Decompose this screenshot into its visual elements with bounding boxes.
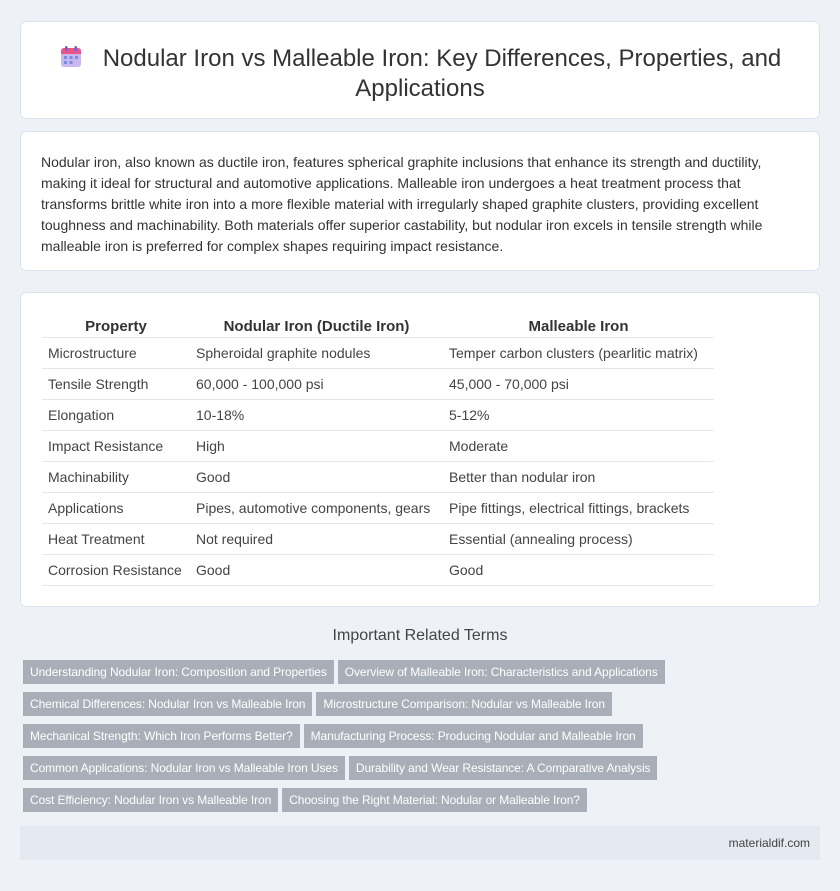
- table-cell: Not required: [190, 523, 443, 554]
- table-cell: Pipe fittings, electrical fittings, brackets: [443, 492, 714, 523]
- table-cell: Tensile Strength: [42, 368, 190, 399]
- header-malleable-iron: Malleable Iron: [443, 315, 714, 337]
- related-term-tag[interactable]: Cost Efficiency: Nodular Iron vs Malleable Iron: [23, 788, 278, 812]
- table-row: [42, 399, 714, 430]
- table-cell: Temper carbon clusters (pearlitic matrix): [443, 337, 714, 368]
- table-cell: Good: [190, 461, 443, 492]
- table-row: [42, 430, 714, 461]
- page-title: [21, 44, 819, 104]
- tag-row: [23, 788, 823, 820]
- header-property: Property: [42, 315, 190, 337]
- title-text: Nodular Iron vs Malleable Iron: Key Differences, Properties, and Applications: [102, 45, 782, 102]
- tag-row: [23, 756, 823, 788]
- table-row: [42, 461, 714, 492]
- header-nodular-iron: Nodular Iron (Ductile Iron): [190, 315, 443, 337]
- header-card: [20, 21, 820, 119]
- comparison-table: [42, 315, 714, 586]
- intro-paragraph: Nodular iron, also known as ductile iron, features spherical graphite inclusions that enhance its strength and ductility, making it ideal for structural and automotive applications. Malleable iron undergoes a heat treatment process that transforms brittle white iron into a more flexible material with irregularly shaped graphite clusters, providing excellent toughness and machinability. Both materials offer superior castability, but nodular iron excels in tensile strength while malleable iron is preferred for complex shapes requiring impact resistance.: [41, 154, 763, 254]
- table-cell: 60,000 - 100,000 psi: [190, 368, 443, 399]
- calendar-icon: [59, 45, 83, 69]
- related-term-tag[interactable]: Durability and Wear Resistance: A Comparative Analysis: [349, 756, 658, 780]
- table-row: [42, 492, 714, 523]
- tag-row: [23, 660, 823, 692]
- related-term-tag[interactable]: Overview of Malleable Iron: Characteristics and Applications: [338, 660, 665, 684]
- table-cell: Applications: [42, 492, 190, 523]
- table-cell: Moderate: [443, 430, 714, 461]
- table-row: [42, 337, 714, 368]
- table-cell: 10-18%: [190, 399, 443, 430]
- intro-card: [20, 131, 820, 271]
- table-cell: Pipes, automotive components, gears: [190, 492, 443, 523]
- table-cell: Impact Resistance: [42, 430, 190, 461]
- table-cell: 5-12%: [443, 399, 714, 430]
- table-row: [42, 523, 714, 554]
- table-row: [42, 368, 714, 399]
- table-cell: Better than nodular iron: [443, 461, 714, 492]
- related-term-tag[interactable]: Chemical Differences: Nodular Iron vs Malleable Iron: [23, 692, 312, 716]
- related-terms-heading: Important Related Terms: [332, 627, 508, 644]
- table-cell: Good: [443, 554, 714, 585]
- table-cell: Corrosion Resistance: [42, 554, 190, 585]
- footer-site-link[interactable]: materialdif.com: [728, 836, 810, 850]
- related-term-tag[interactable]: Mechanical Strength: Which Iron Performs Better?: [23, 724, 300, 748]
- related-term-tag[interactable]: Choosing the Right Material: Nodular or Malleable Iron?: [282, 788, 587, 812]
- related-term-tag[interactable]: Manufacturing Process: Producing Nodular and Malleable Iron: [304, 724, 643, 748]
- table-cell: Spheroidal graphite nodules: [190, 337, 443, 368]
- table-cell: Heat Treatment: [42, 523, 190, 554]
- table-row: [42, 554, 714, 585]
- related-terms-list: [23, 660, 823, 820]
- table-cell: Elongation: [42, 399, 190, 430]
- table-cell: Good: [190, 554, 443, 585]
- table-cell: Microstructure: [42, 337, 190, 368]
- footer-bar: [20, 826, 820, 860]
- related-term-tag[interactable]: Common Applications: Nodular Iron vs Malleable Iron Uses: [23, 756, 345, 780]
- related-term-tag[interactable]: Understanding Nodular Iron: Composition and Properties: [23, 660, 334, 684]
- table-header-row: [42, 315, 714, 337]
- table-cell: 45,000 - 70,000 psi: [443, 368, 714, 399]
- table-cell: Machinability: [42, 461, 190, 492]
- tag-row: [23, 724, 823, 756]
- table-cell: Essential (annealing process): [443, 523, 714, 554]
- tag-row: [23, 692, 823, 724]
- table-cell: High: [190, 430, 443, 461]
- related-term-tag[interactable]: Microstructure Comparison: Nodular vs Malleable Iron: [316, 692, 612, 716]
- comparison-table-card: [20, 292, 820, 607]
